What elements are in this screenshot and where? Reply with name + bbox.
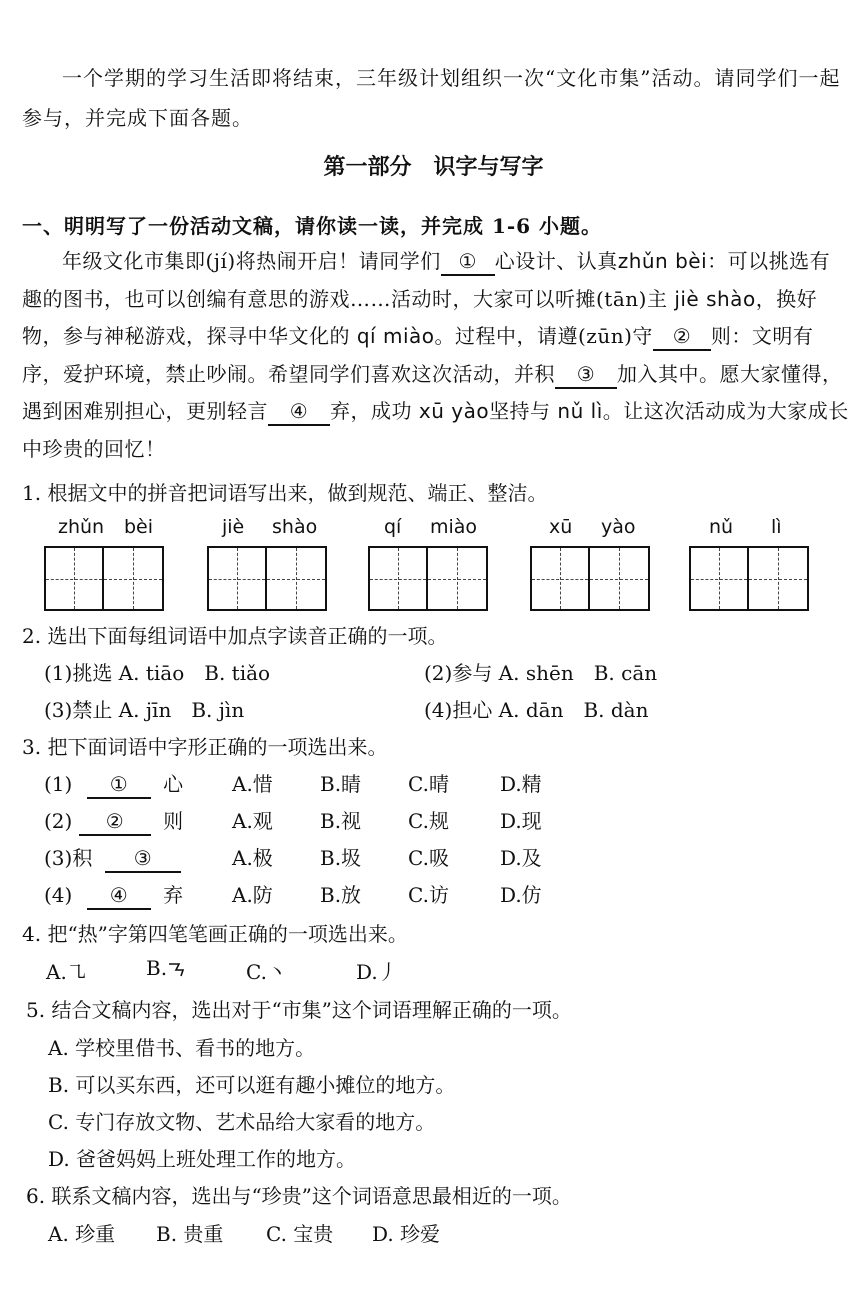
q4-option-d: D.丿 (356, 960, 398, 984)
passage-text: 。过程中，请遵(zūn)守 (434, 324, 653, 348)
q5-option-c: C. 专门存放文物、艺术品给大家看的地方。 (48, 1110, 436, 1134)
passage-text: 则：文明有序，爱护环境，禁止吵闹。希望同学们喜欢这次活动，并积 (22, 324, 814, 386)
q5-option-a: A. 学校里借书、看书的地方。 (48, 1036, 316, 1060)
grid-pinyin: shào (272, 516, 318, 538)
q3-row-3: (3)积 ③ (44, 842, 181, 873)
q3-blank-3: ③ (105, 845, 181, 873)
passage-text: 弃，成功 (330, 399, 412, 423)
q3-option: D.仿 (500, 883, 542, 907)
pinyin-qimiao: qí miào (356, 324, 435, 348)
passage-text: 年级文化市集即(jí)将热闹开启！请同学们 (62, 249, 441, 273)
grid-pinyin: qí (384, 516, 402, 538)
writing-grid-area (44, 516, 844, 611)
intro-paragraph: 一个学期的学习生活即将结束，三年级计划组织一次“文化市集”活动。请同学们一起参与，并完成下面各题。 (22, 66, 841, 130)
q3-option: C.晴 (408, 772, 449, 796)
writing-grid-4[interactable] (530, 546, 650, 611)
writing-grid-1[interactable] (44, 546, 164, 611)
q4-option-b: B. (146, 956, 187, 980)
q6-option-d: D. 珍爱 (372, 1222, 441, 1246)
blank-2: ② (653, 323, 711, 351)
section-title: 第一部分 识字与写字 (323, 154, 544, 180)
question-main-heading: 一、明明写了一份活动文稿，请你读一读，并完成 1-6 小题。 (22, 214, 603, 238)
grid-pinyin: lì (771, 516, 782, 538)
q3-row-1: (1) ① 心 (44, 768, 183, 799)
q3-option: A.防 (232, 883, 273, 907)
grid-pinyin: miào (430, 516, 478, 538)
q2-title: 2. 选出下面每组词语中加点字读音正确的一项。 (22, 624, 448, 648)
passage-text: 坚持与 (489, 399, 551, 423)
q3-row-4: (4) ④ 弃 (44, 879, 183, 910)
activity-passage (22, 243, 849, 468)
q6-option-a: A. 珍重 (48, 1222, 116, 1246)
writing-grid-2[interactable] (207, 546, 327, 611)
grid-pinyin: nǔ (709, 516, 734, 538)
q2-item-1: (1)挑选 A. tiāo B. tiǎo (44, 661, 271, 685)
q6-title: 6. 联系文稿内容，选出与“珍贵”这个词语意思最相近的一项。 (26, 1184, 572, 1208)
q3-title: 3. 把下面词语中字形正确的一项选出来。 (22, 735, 388, 759)
q2-item-3: (3)禁止 A. jīn B. jìn (44, 698, 245, 722)
q1-title: 1. 根据文中的拼音把词语写出来，做到规范、端正、整洁。 (22, 481, 548, 505)
grid-pinyin: xū (549, 516, 573, 538)
grid-pinyin: zhǔn (58, 516, 105, 538)
q5-option-d: D. 爸爸妈妈上班处理工作的地方。 (48, 1147, 357, 1171)
passage-text: 心设计、认真 (494, 249, 618, 273)
q4-title: 4. 把“热”字第四笔笔画正确的一项选出来。 (22, 922, 408, 946)
q3-blank-4: ④ (87, 882, 151, 910)
passage-text: ：可以挑选有趣的图书，也可以创编有意思的游戏……活动时，大家可以听摊(tān)主 (22, 249, 831, 311)
q3-option: A.惜 (232, 772, 273, 796)
q3-option: B.视 (320, 809, 362, 833)
q3-option: D.及 (500, 846, 542, 870)
q3-option: C.规 (408, 809, 449, 833)
q3-option: A.极 (232, 846, 273, 870)
q5-title: 5. 结合文稿内容，选出对于“市集”这个词语理解正确的一项。 (26, 998, 572, 1022)
passage-text: 加入其中。愿大家懂得，遇到困难别担心，更别轻言 (22, 361, 843, 423)
q3-option: C.访 (408, 883, 449, 907)
stroke-hengzhewangou-icon (167, 958, 187, 978)
q5-option-b: B. 可以买东西，还可以逛有趣小摊位的地方。 (48, 1073, 456, 1097)
blank-3: ③ (555, 361, 617, 389)
pinyin-xuyao: xū yào (418, 399, 490, 423)
q3-option: C.吸 (408, 846, 449, 870)
q3-option: B.圾 (320, 846, 362, 870)
grid-pinyin: yào (601, 516, 636, 538)
pinyin-zhunbei: zhǔn bèi (617, 249, 708, 273)
grid-pinyin: bèi (124, 516, 154, 538)
blank-4: ④ (268, 398, 330, 426)
writing-grid-3[interactable] (368, 546, 488, 611)
q6-option-c: C. 宝贵 (266, 1222, 334, 1246)
q3-row-2: (2) ② 则 (44, 805, 183, 836)
q3-blank-1: ① (87, 771, 151, 799)
passage-text: 。让这次活动成为大家成长中珍贵的回忆！ (22, 399, 849, 461)
q3-option: B.睛 (320, 772, 362, 796)
q2-item-2: (2)参与 A. shēn B. cān (424, 661, 658, 685)
writing-grid-5[interactable] (689, 546, 809, 611)
q4-option-a: A.㇈ (46, 960, 87, 984)
q2-item-4: (4)担心 A. dān B. dàn (424, 698, 649, 722)
q6-option-b: B. 贵重 (156, 1222, 224, 1246)
blank-1: ① (441, 248, 495, 276)
q3-option: B.放 (320, 883, 362, 907)
q3-option: A.观 (232, 809, 273, 833)
grid-pinyin: jiè (222, 516, 245, 538)
pinyin-nuli: nǔ lì (557, 399, 603, 423)
passage-text: ，换好物，参与神秘游戏，探寻中华文化的 (22, 286, 818, 348)
q3-blank-2: ② (79, 808, 151, 836)
pinyin-jieshao: jiè shào (674, 286, 756, 311)
q4-option-c: C.丶 (246, 960, 287, 984)
q3-option: D.现 (500, 809, 542, 833)
q3-option: D.精 (500, 772, 542, 796)
